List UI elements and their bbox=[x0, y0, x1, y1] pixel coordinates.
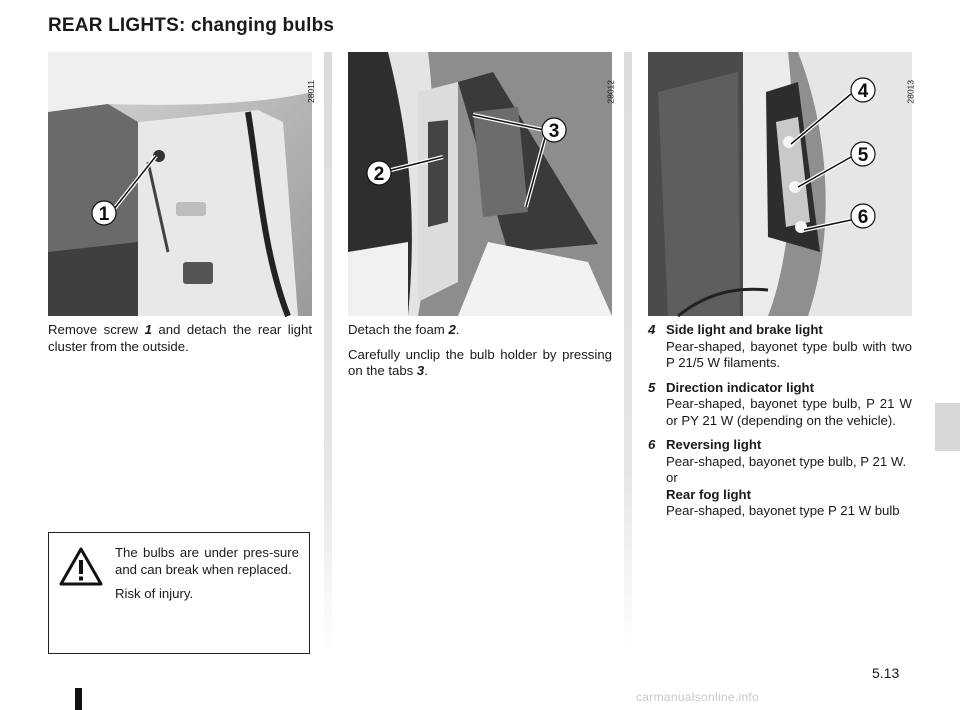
instruction-detach-foam bbox=[348, 322, 612, 388]
column-divider bbox=[624, 52, 632, 652]
bulb-item bbox=[648, 437, 912, 520]
warning-triangle-icon bbox=[59, 547, 103, 587]
photo-code: 28012 bbox=[606, 80, 616, 104]
bulb-item bbox=[648, 322, 912, 372]
text-segment: . bbox=[455, 322, 460, 337]
text-segment: and detach the rear light cluster from the outside. bbox=[48, 322, 312, 354]
instruction-paragraph bbox=[348, 347, 612, 380]
bulb-list bbox=[648, 322, 912, 528]
item-description: Pear-shaped, bayonet type bulb, P 21 W or PY 21 W (depending on the vehicle). bbox=[666, 396, 912, 428]
instruction-paragraph bbox=[348, 322, 612, 339]
item-heading: Reversing light bbox=[666, 437, 762, 452]
text-segment: Carefully unclip the bulb holder by pressing on the tabs bbox=[348, 346, 612, 378]
corner-mark bbox=[75, 688, 82, 710]
warning-text bbox=[115, 545, 299, 611]
item-heading: Rear fog light bbox=[666, 486, 751, 502]
callout-2: 2 bbox=[373, 164, 385, 185]
warning-line: Risk of injury. bbox=[115, 586, 194, 601]
callout-4: 4 bbox=[857, 81, 869, 102]
page-number: 5.13 bbox=[872, 665, 900, 681]
warning-line: The bulbs are under pres-sure and can break when replaced. bbox=[115, 545, 299, 577]
item-description: Pear-shaped, bayonet type bulb with two P 21/5 W filaments. bbox=[666, 338, 912, 370]
callout-layer bbox=[648, 52, 912, 316]
callout-3: 3 bbox=[548, 121, 560, 142]
text-segment: Detach the foam bbox=[348, 322, 449, 337]
item-heading: Direction indicator light bbox=[666, 379, 814, 395]
section-tab bbox=[935, 403, 960, 451]
column-divider bbox=[324, 52, 332, 652]
photo-code: 28013 bbox=[906, 80, 916, 104]
item-number: 6 bbox=[648, 437, 656, 452]
item-description: Pear-shaped, bayonet type P 21 W bulb bbox=[666, 503, 900, 518]
callout-1: 1 bbox=[98, 204, 110, 225]
watermark: carmanualsonline.info bbox=[636, 690, 760, 704]
photo-bulb-holder bbox=[348, 52, 616, 316]
photo-bulb-positions bbox=[648, 52, 916, 316]
instruction-remove-screw bbox=[48, 322, 312, 363]
reference-number: 2 bbox=[448, 322, 456, 337]
reference-number: 1 bbox=[144, 322, 152, 337]
item-or: or bbox=[666, 470, 678, 485]
item-number: 4 bbox=[648, 322, 656, 337]
callout-5: 5 bbox=[857, 145, 869, 166]
page-title: REAR LIGHTS: changing bulbs bbox=[48, 15, 335, 36]
reference-number: 3 bbox=[416, 363, 425, 378]
item-heading: Side light and brake light bbox=[666, 322, 823, 337]
callout-layer bbox=[48, 52, 312, 316]
item-description: Pear-shaped, bayonet type bulb, P 21 W. bbox=[666, 453, 907, 469]
warning-box bbox=[48, 532, 310, 654]
text-segment: Remove screw bbox=[48, 322, 145, 337]
item-number: 5 bbox=[648, 379, 656, 395]
photo-screw-location bbox=[48, 52, 316, 316]
photo-code: 28011 bbox=[306, 80, 316, 104]
bulb-item bbox=[648, 380, 912, 430]
callout-layer bbox=[348, 52, 612, 316]
instruction-paragraph bbox=[48, 322, 312, 355]
callout-6: 6 bbox=[857, 207, 869, 228]
text-segment: . bbox=[424, 363, 428, 378]
